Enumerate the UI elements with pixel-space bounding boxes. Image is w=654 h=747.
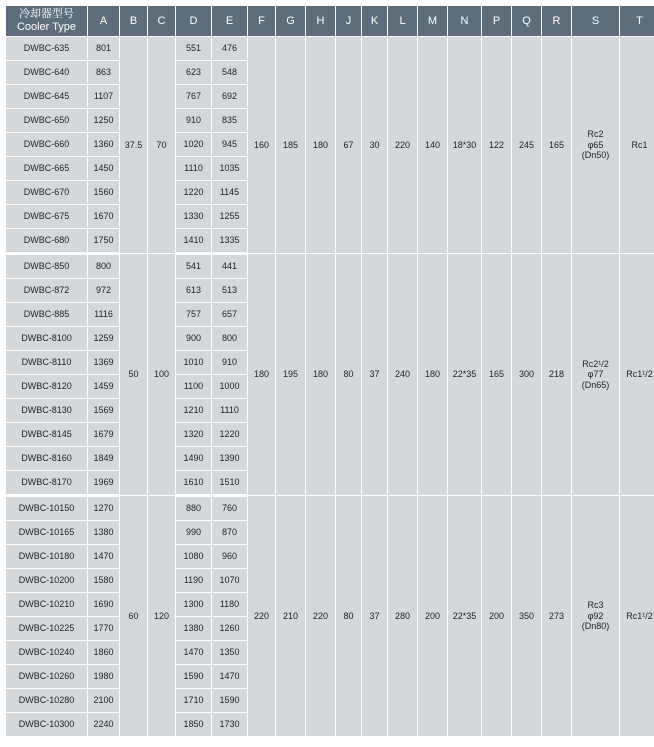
cell-S: Rc2 φ65 (Dn50) xyxy=(572,37,620,254)
cell-model: DWBC-10280 xyxy=(6,689,88,713)
cell-D: 1220 xyxy=(176,181,212,205)
cell-E: 910 xyxy=(212,351,248,375)
cell-E: 1145 xyxy=(212,181,248,205)
cell-F: 160 xyxy=(248,37,276,254)
column-header-M: M xyxy=(418,6,448,37)
cell-A: 1450 xyxy=(88,157,120,181)
cell-model: DWBC-10240 xyxy=(6,641,88,665)
cell-E: 441 xyxy=(212,254,248,279)
column-header-H: H xyxy=(306,6,336,37)
cell-D: 1470 xyxy=(176,641,212,665)
cell-A: 801 xyxy=(88,37,120,61)
cell-D: 1110 xyxy=(176,157,212,181)
cell-D: 623 xyxy=(176,61,212,85)
cell-N: 22*35 xyxy=(448,254,482,496)
cell-A: 863 xyxy=(88,61,120,85)
cell-model: DWBC-635 xyxy=(6,37,88,61)
cell-model: DWBC-660 xyxy=(6,133,88,157)
cell-model: DWBC-10260 xyxy=(6,665,88,689)
column-header-F: F xyxy=(248,6,276,37)
cell-D: 1410 xyxy=(176,229,212,254)
cell-E: 1260 xyxy=(212,617,248,641)
cell-E: 1510 xyxy=(212,471,248,496)
cell-A: 1860 xyxy=(88,641,120,665)
cell-A: 1250 xyxy=(88,109,120,133)
cell-model: DWBC-10210 xyxy=(6,593,88,617)
table-header-row xyxy=(6,6,654,37)
cell-D: 1300 xyxy=(176,593,212,617)
cell-E: 1220 xyxy=(212,423,248,447)
cell-E: 760 xyxy=(212,496,248,521)
cell-D: 910 xyxy=(176,109,212,133)
column-header-P: P xyxy=(482,6,512,37)
cell-A: 2100 xyxy=(88,689,120,713)
cell-D: 1850 xyxy=(176,713,212,737)
cell-D: 767 xyxy=(176,85,212,109)
cell-N: 18*30 xyxy=(448,37,482,254)
cell-F: 180 xyxy=(248,254,276,496)
cell-A: 1107 xyxy=(88,85,120,109)
cell-A: 1980 xyxy=(88,665,120,689)
header-cooler-type-en: Cooler Type xyxy=(16,21,77,33)
cell-K: 30 xyxy=(362,37,388,254)
cell-E: 1110 xyxy=(212,399,248,423)
cell-A: 1580 xyxy=(88,569,120,593)
cell-E: 476 xyxy=(212,37,248,61)
column-header-N: N xyxy=(448,6,482,37)
cell-model: DWBC-8120 xyxy=(6,375,88,399)
cell-K: 37 xyxy=(362,496,388,737)
cell-L: 280 xyxy=(388,496,418,737)
column-header-T: T xyxy=(620,6,654,37)
cell-model: DWBC-8145 xyxy=(6,423,88,447)
table-row xyxy=(6,37,654,61)
cell-J: 67 xyxy=(336,37,362,254)
cell-R: 165 xyxy=(542,37,572,254)
cell-H: 180 xyxy=(306,254,336,496)
cell-A: 1750 xyxy=(88,229,120,254)
cell-D: 1590 xyxy=(176,665,212,689)
cell-model: DWBC-650 xyxy=(6,109,88,133)
cell-E: 1350 xyxy=(212,641,248,665)
cell-E: 1335 xyxy=(212,229,248,254)
cell-model: DWBC-10225 xyxy=(6,617,88,641)
cell-model: DWBC-885 xyxy=(6,303,88,327)
cell-A: 972 xyxy=(88,279,120,303)
cell-Q: 300 xyxy=(512,254,542,496)
cell-K: 37 xyxy=(362,254,388,496)
cell-A: 1849 xyxy=(88,447,120,471)
cell-A: 1116 xyxy=(88,303,120,327)
column-header-J: J xyxy=(336,6,362,37)
cell-D: 1710 xyxy=(176,689,212,713)
cell-E: 870 xyxy=(212,521,248,545)
cell-G: 210 xyxy=(276,496,306,737)
cell-model: DWBC-665 xyxy=(6,157,88,181)
cell-D: 1020 xyxy=(176,133,212,157)
column-header-B: B xyxy=(120,6,148,37)
column-header-A: A xyxy=(88,6,120,37)
cell-E: 548 xyxy=(212,61,248,85)
cell-E: 835 xyxy=(212,109,248,133)
cell-S: Rc3 φ92 (Dn80) xyxy=(572,496,620,737)
cell-G: 185 xyxy=(276,37,306,254)
cell-E: 960 xyxy=(212,545,248,569)
cell-A: 1969 xyxy=(88,471,120,496)
cell-D: 613 xyxy=(176,279,212,303)
cell-model: DWBC-10300 xyxy=(6,713,88,737)
cell-model: DWBC-645 xyxy=(6,85,88,109)
cell-E: 513 xyxy=(212,279,248,303)
cell-H: 180 xyxy=(306,37,336,254)
cell-model: DWBC-850 xyxy=(6,254,88,279)
cell-P: 122 xyxy=(482,37,512,254)
column-header-C: C xyxy=(148,6,176,37)
cell-D: 1330 xyxy=(176,205,212,229)
cell-A: 800 xyxy=(88,254,120,279)
cell-E: 945 xyxy=(212,133,248,157)
cell-M: 180 xyxy=(418,254,448,496)
column-header-R: R xyxy=(542,6,572,37)
cell-D: 1380 xyxy=(176,617,212,641)
cell-D: 880 xyxy=(176,496,212,521)
cell-model: DWBC-640 xyxy=(6,61,88,85)
cell-T: Rc1¹/2 xyxy=(620,496,654,737)
cell-D: 1210 xyxy=(176,399,212,423)
cell-A: 1560 xyxy=(88,181,120,205)
header-cooler-type xyxy=(6,6,88,37)
cell-model: DWBC-8130 xyxy=(6,399,88,423)
cell-C: 70 xyxy=(148,37,176,254)
cell-M: 200 xyxy=(418,496,448,737)
cell-E: 1590 xyxy=(212,689,248,713)
cell-A: 1369 xyxy=(88,351,120,375)
cell-D: 541 xyxy=(176,254,212,279)
cell-A: 1569 xyxy=(88,399,120,423)
cell-A: 1270 xyxy=(88,496,120,521)
cell-model: DWBC-8110 xyxy=(6,351,88,375)
table-body xyxy=(6,37,654,737)
cell-T: Rc1 xyxy=(620,37,654,254)
cell-D: 990 xyxy=(176,521,212,545)
cell-F: 220 xyxy=(248,496,276,737)
cell-model: DWBC-670 xyxy=(6,181,88,205)
cell-model: DWBC-680 xyxy=(6,229,88,254)
cell-E: 1000 xyxy=(212,375,248,399)
cell-C: 100 xyxy=(148,254,176,496)
cell-D: 1100 xyxy=(176,375,212,399)
cell-D: 1320 xyxy=(176,423,212,447)
cell-Q: 245 xyxy=(512,37,542,254)
cell-Q: 350 xyxy=(512,496,542,737)
cell-A: 1259 xyxy=(88,327,120,351)
cell-L: 240 xyxy=(388,254,418,496)
cell-model: DWBC-8170 xyxy=(6,471,88,496)
cell-model: DWBC-8100 xyxy=(6,327,88,351)
cooler-spec-table xyxy=(5,5,654,737)
cell-E: 1390 xyxy=(212,447,248,471)
cell-D: 1190 xyxy=(176,569,212,593)
cell-E: 1255 xyxy=(212,205,248,229)
cell-E: 692 xyxy=(212,85,248,109)
column-header-L: L xyxy=(388,6,418,37)
cell-D: 757 xyxy=(176,303,212,327)
cell-B: 37.5 xyxy=(120,37,148,254)
cell-model: DWBC-10200 xyxy=(6,569,88,593)
cell-E: 1070 xyxy=(212,569,248,593)
cell-model: DWBC-8160 xyxy=(6,447,88,471)
cell-C: 120 xyxy=(148,496,176,737)
cell-E: 1035 xyxy=(212,157,248,181)
cell-E: 1470 xyxy=(212,665,248,689)
cell-model: DWBC-10180 xyxy=(6,545,88,569)
table-row xyxy=(6,496,654,521)
cell-model: DWBC-675 xyxy=(6,205,88,229)
cell-D: 1610 xyxy=(176,471,212,496)
cell-A: 1470 xyxy=(88,545,120,569)
column-header-Q: Q xyxy=(512,6,542,37)
cell-E: 657 xyxy=(212,303,248,327)
column-header-D: D xyxy=(176,6,212,37)
cell-E: 1180 xyxy=(212,593,248,617)
cell-B: 50 xyxy=(120,254,148,496)
cell-A: 1690 xyxy=(88,593,120,617)
cell-M: 140 xyxy=(418,37,448,254)
cell-P: 200 xyxy=(482,496,512,737)
cell-A: 1380 xyxy=(88,521,120,545)
cell-P: 165 xyxy=(482,254,512,496)
cell-L: 220 xyxy=(388,37,418,254)
cell-T: Rc1¹/2 xyxy=(620,254,654,496)
cell-G: 195 xyxy=(276,254,306,496)
column-header-E: E xyxy=(212,6,248,37)
cell-J: 80 xyxy=(336,254,362,496)
cell-A: 1679 xyxy=(88,423,120,447)
cell-H: 220 xyxy=(306,496,336,737)
cell-D: 1490 xyxy=(176,447,212,471)
cell-R: 218 xyxy=(542,254,572,496)
cell-D: 900 xyxy=(176,327,212,351)
cell-R: 273 xyxy=(542,496,572,737)
cell-S: Rc2¹/2 φ77 (Dn65) xyxy=(572,254,620,496)
cell-D: 1080 xyxy=(176,545,212,569)
cell-B: 60 xyxy=(120,496,148,737)
cell-A: 1360 xyxy=(88,133,120,157)
cell-N: 22*35 xyxy=(448,496,482,737)
cell-J: 80 xyxy=(336,496,362,737)
cell-model: DWBC-872 xyxy=(6,279,88,303)
column-header-K: K xyxy=(362,6,388,37)
header-cooler-type-cn: 冷却器型号 xyxy=(19,8,74,21)
cell-E: 800 xyxy=(212,327,248,351)
cell-model: DWBC-10150 xyxy=(6,496,88,521)
column-header-G: G xyxy=(276,6,306,37)
cell-model: DWBC-10165 xyxy=(6,521,88,545)
cell-D: 1010 xyxy=(176,351,212,375)
cell-E: 1730 xyxy=(212,713,248,737)
table-row xyxy=(6,254,654,279)
cell-A: 1670 xyxy=(88,205,120,229)
column-header-S: S xyxy=(572,6,620,37)
cell-A: 2240 xyxy=(88,713,120,737)
cell-A: 1459 xyxy=(88,375,120,399)
cell-A: 1770 xyxy=(88,617,120,641)
cell-D: 551 xyxy=(176,37,212,61)
